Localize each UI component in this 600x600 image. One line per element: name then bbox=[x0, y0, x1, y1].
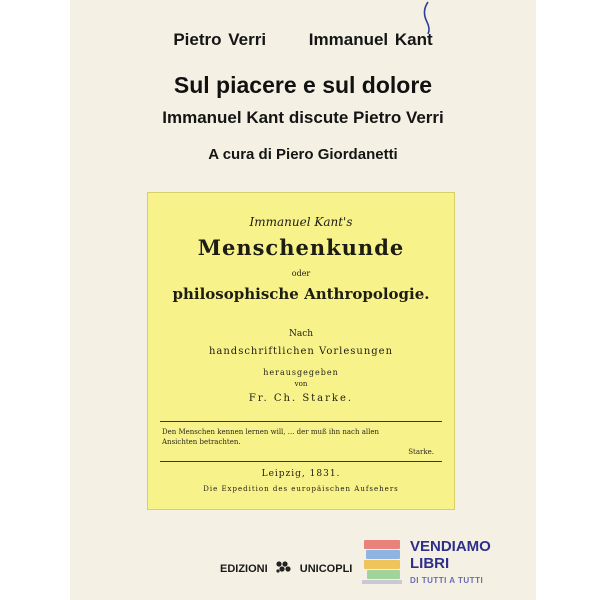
author-kant: Immanuel Kant bbox=[308, 30, 433, 49]
watermark-line2: LIBRI bbox=[410, 555, 450, 572]
watermark-line3: DI TUTTI A TUTTI bbox=[410, 576, 484, 585]
plate-quote-line2: Ansichten betrachten. bbox=[162, 438, 241, 446]
plate-line-author: Immanuel Kant's bbox=[249, 215, 353, 229]
publisher-logo-icon bbox=[275, 560, 293, 574]
plate-rule-bottom bbox=[160, 461, 442, 462]
seller-watermark bbox=[362, 536, 491, 592]
plate-imprint-publisher: Die Expedition des europäischen Aufsehers bbox=[203, 485, 399, 493]
author-verri: Pietro Verri bbox=[173, 30, 267, 49]
plate-line-editor: Fr. Ch. Starke. bbox=[248, 393, 354, 404]
plate-line-oder: oder bbox=[291, 269, 311, 278]
plate-quote-attribution: Starke. bbox=[408, 448, 434, 456]
publisher-right: UNICOPLI bbox=[299, 563, 353, 575]
plate-line-von: von bbox=[294, 380, 308, 388]
plate-quote bbox=[162, 427, 440, 457]
plate-imprint-place: Leipzig, 1831. bbox=[261, 469, 341, 479]
watermark-line1: VENDIAMO bbox=[410, 538, 491, 555]
plate-quote-line1: Den Menschen kennen lernen will, ... der muß ihn nach allen bbox=[162, 428, 380, 436]
book-title: Sul piacere e sul dolore bbox=[173, 72, 433, 98]
plate-line-herausgegeben: herausgegeben bbox=[263, 368, 339, 377]
stacked-books-icon bbox=[362, 538, 404, 586]
plate-line-vorlesungen: handschriftlichen Vorlesungen bbox=[208, 346, 394, 357]
title-page-image bbox=[147, 192, 455, 510]
plate-line-subtitle: philosophische Anthropologie. bbox=[172, 285, 430, 303]
author-line bbox=[70, 30, 536, 50]
plate-line-nach: Nach bbox=[288, 329, 314, 339]
publisher-left: EDIZIONI bbox=[220, 563, 268, 575]
plate-rule-top bbox=[160, 421, 442, 422]
book-editor: A cura di Piero Giordanetti bbox=[208, 146, 398, 163]
plate-line-title: Menschenkunde bbox=[197, 235, 405, 260]
book-subtitle: Immanuel Kant discute Pietro Verri bbox=[162, 108, 444, 127]
publisher-line bbox=[220, 560, 352, 575]
